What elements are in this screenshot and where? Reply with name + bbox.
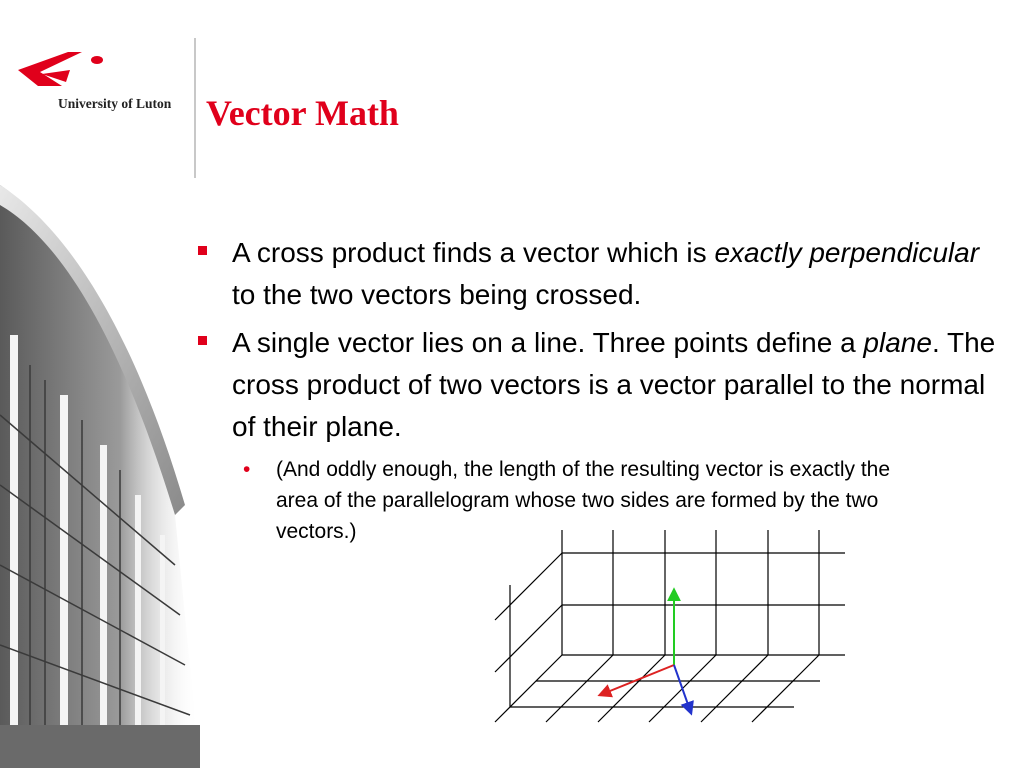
square-bullet-icon xyxy=(198,246,207,255)
bullet-text: . The cross product of two vectors is a vector parallel to the normal of their plane. xyxy=(232,327,996,442)
vector-b xyxy=(674,665,691,713)
building-photo xyxy=(0,185,200,768)
university-name: University of Luton xyxy=(58,96,172,111)
slide-title: Vector Math xyxy=(206,93,399,133)
square-bullet-icon xyxy=(198,336,207,345)
header-divider xyxy=(194,38,196,178)
bullet-text: A single vector lies on a line. Three points define a xyxy=(232,327,864,358)
bullet-emphasis: exactly perpendicular xyxy=(714,237,980,268)
bullet-emphasis: plane xyxy=(863,327,932,358)
vector-grid-diagram xyxy=(490,525,850,725)
vector-a xyxy=(600,665,674,695)
bullet-item xyxy=(196,322,996,448)
dot-bullet-icon: • xyxy=(243,458,251,481)
bullet-text: to the two vectors being crossed. xyxy=(232,279,642,310)
bullet-text: A cross product finds a vector which is xyxy=(232,237,715,268)
sub-bullet-text: (And oddly enough, the length of the resulting vector is exactly the area of the parallelogram whose two sides are formed by the two vectors.) xyxy=(276,458,891,543)
bullet-item xyxy=(196,232,996,316)
bullet-list xyxy=(196,232,996,547)
